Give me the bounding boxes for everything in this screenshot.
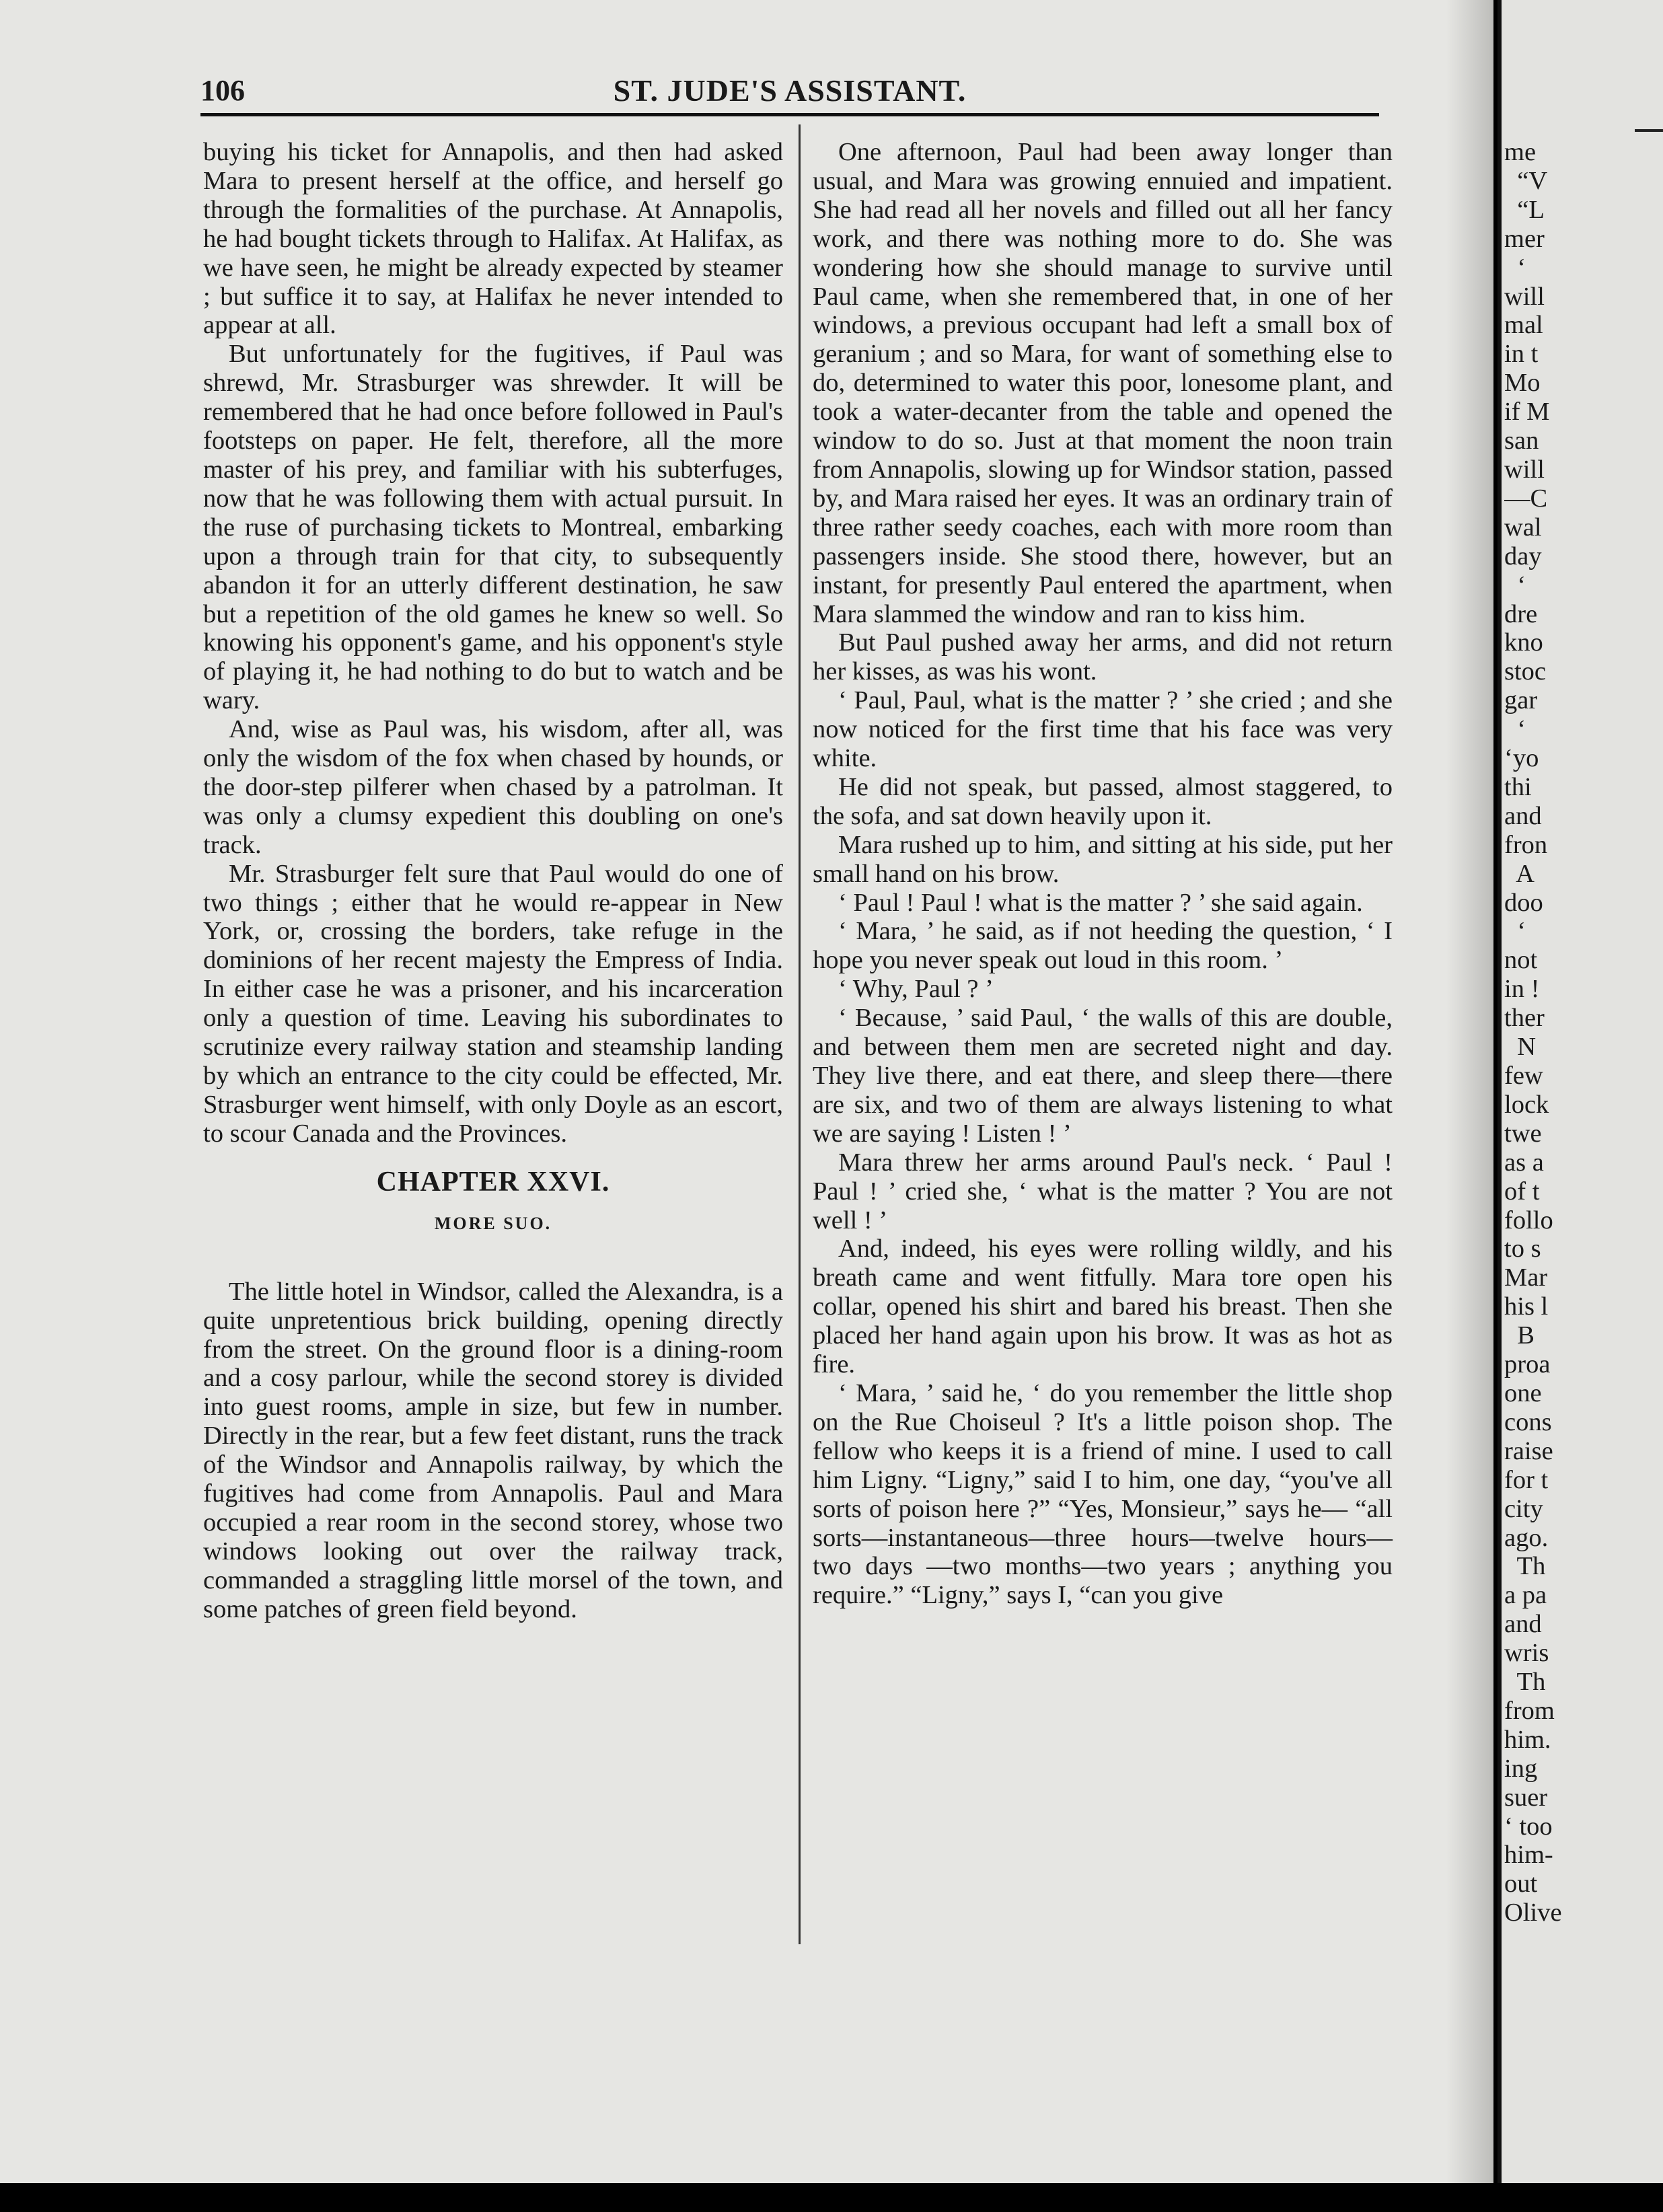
paragraph: One afternoon, Paul had been away longer than usual, and Mara was growing ennuied and impatient. She had read all her novels and filled out all her fancy work, and there was nothing more to do. She was wondering how she should manage to survive until Paul came, when she remembered that, in one of her windows, a previous occupant had left a small box of geranium ; and so Mara, for want of something else to do, determined to water this poor, lonesome plant, and took a water-decanter from the table and opened the window to do so. Just at that moment the noon train from Annapolis, slowing up for Windsor station, passed by, and Mara raised her eyes. It was an ordinary train of three rather seedy coaches, each with more room than passengers inside. She stood there, however, but an instant, for presently Paul entered the apartment, when Mara slammed the window and ran to kiss him. [813,138,1393,628]
facing-page-line: to s [1504,1234,1541,1263]
facing-page-line: a pa [1504,1581,1547,1610]
facing-page-line: ‘ [1504,917,1526,946]
facing-page-line: ‘ too [1504,1812,1553,1841]
facing-page-line: Th [1504,1668,1546,1697]
facing-page-line: his l [1504,1292,1549,1321]
paragraph: And, wise as Paul was, his wisdom, after all, was only the wisdom of the fox when chased by hounds, or the door-step pilferer when chased by a patrolman. It was only a clumsy expedient this doubling on one's track. [203,715,783,859]
facing-page-line: follo [1504,1206,1553,1234]
paragraph: Mr. Strasburger felt sure that Paul would do one of two things ; either that he would re-appear in New York, or, crossing the borders, take refuge in the dominions of her recent majesty the Empress of India. In either case he was a prisoner, and his incarceration only a question of time. Leaving his subordinates to scrutinize every railway station and steamship landing by which an entrance to the city could be effected, Mr. Strasburger went himself, with only Doyle as an escort, to scour Canada and the Provinces. [203,859,783,1148]
facing-page-line: B [1504,1321,1535,1350]
facing-page-line: not [1504,946,1538,975]
running-title: ST. JUDE'S ASSISTANT. [613,73,967,108]
facing-page-line: city [1504,1494,1543,1523]
facing-page-line: —C [1504,484,1548,513]
facing-page-line: me [1504,138,1537,166]
facing-page-line: gar [1504,686,1538,715]
paragraph: But Paul pushed away her arms, and did not return her kisses, as was his wont. [813,628,1393,686]
facing-page-line: N [1504,1033,1537,1062]
facing-page-line: out [1504,1870,1538,1898]
paragraph: ‘ Why, Paul ? ’ [838,975,994,1004]
scan-border [0,2183,1663,2212]
facing-page-line: ago. [1504,1523,1549,1552]
facing-page-line: san [1504,427,1539,455]
facing-page-line: of t [1504,1177,1540,1206]
facing-page-line: A [1504,859,1535,888]
facing-page-line: proa [1504,1350,1551,1379]
facing-page-line: if M [1504,398,1550,427]
facing-page-line: him- [1504,1841,1553,1870]
paragraph: Mara rushed up to him, and sitting at his side, put her small hand on his brow. [813,830,1393,888]
paragraph: Mara threw her arms around Paul's neck. ‘ Paul ! Paul ! ’ cried she, ‘ what is the matter ? You are not well ! ’ [813,1148,1393,1234]
facing-page-line: doo [1504,888,1543,917]
facing-page-line: mal [1504,311,1543,340]
left-column [203,138,783,1624]
facing-page-line: as a [1504,1148,1544,1177]
right-column [813,138,1393,1610]
facing-page-line: and [1504,1610,1542,1639]
facing-page-line: will [1504,455,1545,484]
facing-page-line: wal [1504,513,1542,542]
facing-page-line: and [1504,801,1542,830]
facing-page-line: in ! [1504,975,1540,1004]
facing-page-line: dre [1504,599,1538,628]
header-rule [200,113,1379,116]
facing-page-line: suer [1504,1783,1548,1812]
paragraph: The little hotel in Windsor, called the Alexandra, is a quite unpretentious brick building, opening directly from the street. On the ground floor is a dining-room and a cosy parlour, while the second storey is divided into guest rooms, ample in size, but few in number. Directly in the rear, but a few feet distant, runs the track of the Windsor and Annapolis railway, by which the fugitives had come from Annapolis. Paul and Mara occupied a rear room in the second storey, whose two windows looking out over the railway track, commanded a straggling little morsel of the town, and some patches of green field beyond. [203,1277,783,1623]
paragraph: ‘ Mara, ’ he said, as if not heeding the question, ‘ I hope you never speak out loud in this room. ’ [813,917,1393,975]
facing-page-line: ing [1504,1754,1538,1783]
facing-page-line: twe [1504,1119,1542,1148]
column-divider [799,124,801,1944]
facing-page-line: fron [1504,830,1548,859]
facing-page-line: kno [1504,628,1543,657]
paragraph: But unfortunately for the fugitives, if Paul was shrewd, Mr. Strasburger was shrewder. It will be remembered that he had once before followed in Paul's footsteps on paper. He felt, therefore, all the more master of his prey, and familiar with his subterfuges, now that he was following them with actual pursuit. In the ruse of purchasing tickets to Montreal, embarking upon a through train for that city, to subsequently abandon it for an utterly different destination, he saw but a repetition of the old games he knew so well. So knowing his opponent's game, and his opponent's style of playing it, he had nothing to do but to watch and be wary. [203,340,783,715]
facing-page-line: day [1504,542,1542,570]
facing-page-line: for t [1504,1465,1549,1494]
paragraph: ‘ Because, ’ said Paul, ‘ the walls of this are double, and between them men are secreted night and day. They live there, and eat there, and sleep there—there are six, and two of them are always listening to what we are saying ! Listen ! ’ [813,1004,1393,1148]
facing-page-line: in t [1504,340,1539,369]
facing-page-line: ther [1504,1004,1545,1033]
paragraph: buying his ticket for Annapolis, and then had asked Mara to present herself at the office, and herself go through the formalities of the purchase. At Annapolis, he had bought tickets through to Halifax. At Halifax, as we have seen, he might be already expected by steamer ; but suffice it to say, at Halifax he never intended to appear at all. [203,138,783,340]
facing-page-line: stoc [1504,657,1547,686]
paragraph: He did not speak, but passed, almost staggered, to the sofa, and sat down heavily upon it. [813,772,1393,830]
facing-page-line: thi [1504,772,1532,801]
page-curl-shadow [1446,0,1493,2183]
paragraph: And, indeed, his eyes were rolling wildly, and his breath came and went fitfully. Mara tore open his collar, opened his shirt and bared his breast. Then she placed her hand again upon his brow. It was as hot as fire. [813,1234,1393,1379]
facing-page-text-fragment [1504,138,1663,1927]
facing-page-line: Mar [1504,1263,1548,1292]
facing-page-line: cons [1504,1407,1552,1436]
facing-page-line: “V [1504,166,1548,195]
facing-page-line: ‘ [1504,570,1526,599]
chapter-subtitle: MORE SUO. [434,1213,552,1233]
facing-page-line: ‘yo [1504,744,1539,773]
paragraph: ‘ Paul, Paul, what is the matter ? ’ she cried ; and she now noticed for the first time that his face was very white. [813,686,1393,773]
facing-page-line: “L [1504,195,1545,224]
facing-page-line: few [1504,1062,1543,1090]
facing-page-line: wris [1504,1639,1549,1668]
facing-page-line: raise [1504,1436,1553,1465]
page-header [200,67,1379,114]
facing-page-line: ‘ [1504,253,1526,282]
facing-page-line: from [1504,1696,1555,1725]
facing-page-line: mer [1504,224,1545,253]
facing-page-line: Olive [1504,1898,1562,1927]
paragraph: ‘ Paul ! Paul ! what is the matter ? ’ she said again. [838,888,1363,917]
facing-page-line: lock [1504,1090,1549,1119]
chapter-heading: CHAPTER XXVI. [376,1166,610,1197]
facing-page-rule [1635,129,1663,132]
facing-page-line: one [1504,1378,1542,1407]
facing-page-line: him. [1504,1725,1551,1754]
facing-page-line: Mo [1504,369,1541,398]
facing-page-line: Th [1504,1552,1546,1581]
page-number: 106 [200,74,245,107]
facing-page-line: will [1504,282,1545,311]
facing-page-line: ‘ [1504,715,1526,744]
paragraph: ‘ Mara, ’ said he, ‘ do you remember the little shop on the Rue Choiseul ? It's a little poison shop. The fellow who keeps it is a friend of mine. I used to call him Ligny. “Ligny,” said I to him, one day, “you've all sorts of poison here ?” “Yes, Monsieur,” says he— “all sorts—instantaneous—three hours—twelve hours—two days —two months—two years ; anything you require.” “Ligny,” says I, “can you give [813,1378,1393,1610]
